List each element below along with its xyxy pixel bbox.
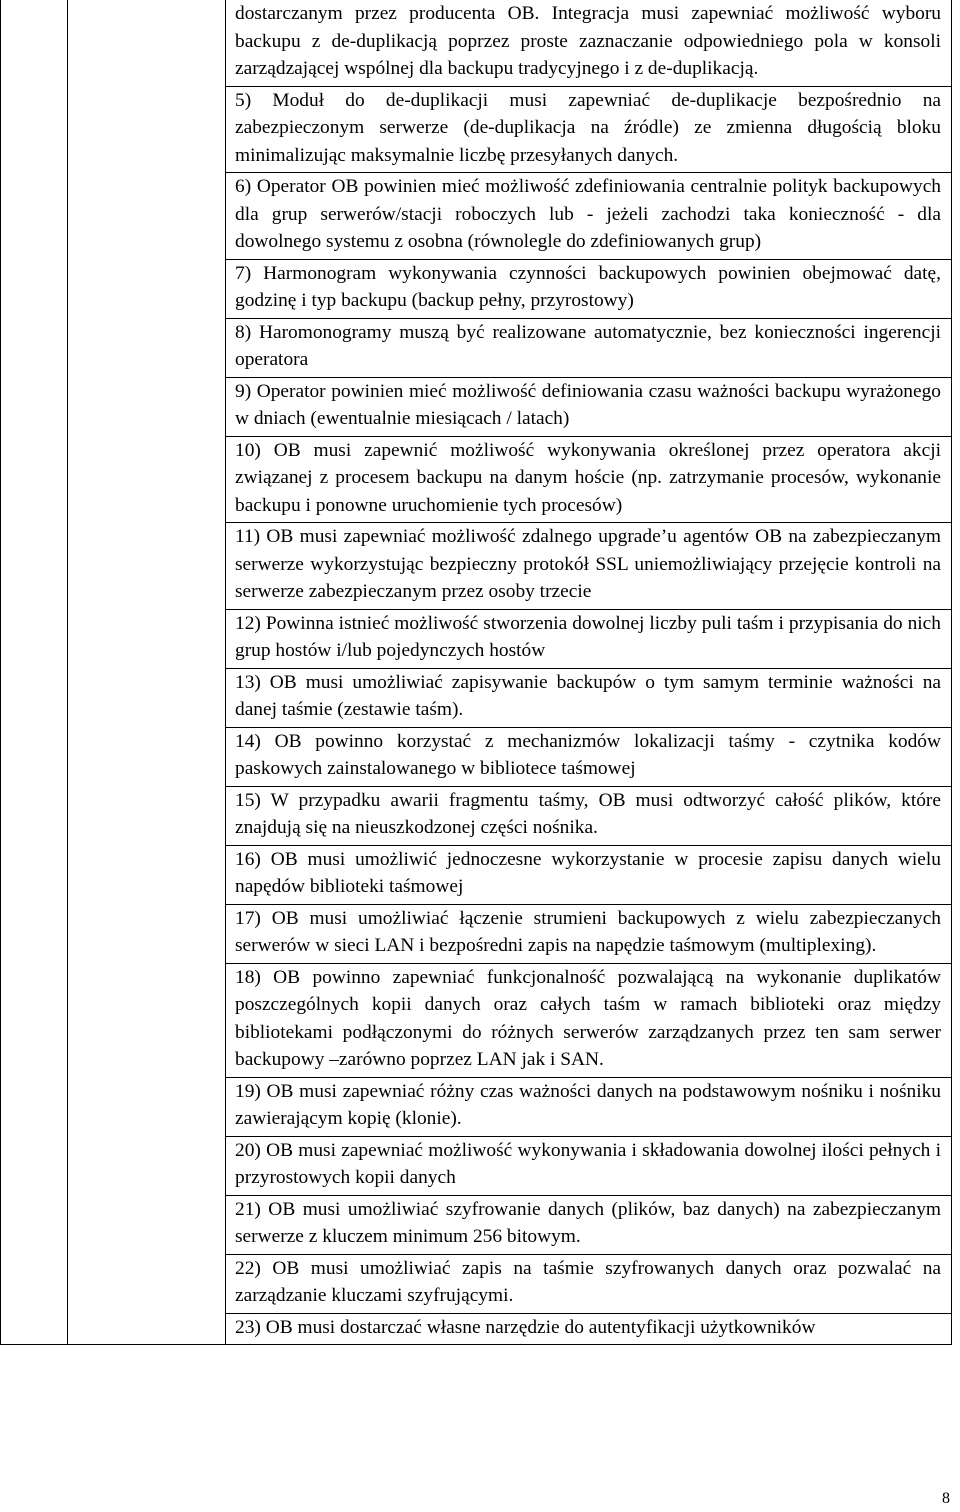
page-number: 8 (942, 1490, 950, 1507)
requirement-item: 21) OB musi umożliwiać szyfrowanie danych (plików, baz danych) na zabezpieczanym serwerze z kluczem minimum 256 bitowym. (226, 1196, 951, 1255)
requirement-item: 6) Operator OB powinien mieć możliwość zdefiniowania centralnie polityk backupowych dla grup serwerów/stacji roboczych lub - jeżeli zachodzi taka konieczność - dla dowolnego systemu z osobna (równolegle do zdefiniowanych grup) (226, 173, 951, 260)
requirement-item: 5) Moduł do de-duplikacji musi zapewniać de-duplikacje bezpośrednio na zabezpieczonym serwerze (de-duplikacja na źródle) ze zmienna długością bloku minimalizując maksymalnie liczbę przesyłanych danych. (226, 87, 951, 174)
requirement-item: 15) W przypadku awarii fragmentu taśmy, OB musi odtworzyć całość plików, które znajdują się na nieuszkodzonej części nośnika. (226, 787, 951, 846)
requirement-item: 9) Operator powinien mieć możliwość definiowania czasu ważności backupu wyrażonego w dniach (ewentualnie miesiącach / latach) (226, 378, 951, 437)
requirement-item: 13) OB musi umożliwiać zapisywanie backupów o tym samym terminie ważności na danej taśmie (zestawie taśm). (226, 669, 951, 728)
requirement-item: 10) OB musi zapewnić możliwość wykonywania określonej przez operatora akcji związanej z procesem backupu na danym hoście (np. zatrzymanie procesów, wykonanie backupu i ponowne uruchomienie tych procesów) (226, 437, 951, 524)
requirement-item: 11) OB musi zapewniać możliwość zdalnego upgrade’u agentów OB na zabezpieczanym serwerze wykorzystując bezpieczny protokół SSL uniemożliwiający przejęcie kontroli na serwerze zabezpieczanym przez osoby trzecie (226, 523, 951, 610)
requirement-item: 16) OB musi umożliwić jednoczesne wykorzystanie w procesie zapisu danych wielu napędów biblioteki taśmowej (226, 846, 951, 905)
requirement-item: 19) OB musi zapewniać różny czas ważności danych na podstawowym nośniku i nośniku zawierającym kopię (klonie). (226, 1078, 951, 1137)
requirement-item: 22) OB musi umożliwiać zapis na taśmie szyfrowanych danych oraz pozwalać na zarządzanie kluczami szyfrującymi. (226, 1255, 951, 1314)
requirement-item: 18) OB powinno zapewniać funkcjonalność pozwalającą na wykonanie duplikatów poszczególnych kopii danych oraz całych taśm w ramach biblioteki oraz między bibliotekami podłączonymi do różnych serwerów zarządzanych przez ten sam serwer backupowy –zarówno poprzez LAN jak i SAN. (226, 964, 951, 1078)
requirement-item: 7) Harmonogram wykonywania czynności backupowych powinien obejmować datę, godzinę i typ backupu (backup pełny, przyrostowy) (226, 260, 951, 319)
intro-paragraph: dostarczanym przez producenta OB. Integracja musi zapewniać możliwość wyboru backupu z de-duplikacją poprzez proste zaznaczanie odpowiedniego pola w konsoli zarządzającej wspólnej dla backupu tradycyjnego i z de-duplikacją. (226, 0, 951, 87)
requirement-item: 14) OB powinno korzystać z mechanizmów lokalizacji taśmy - czytnika kodów paskowych zainstalowanego w bibliotece taśmowej (226, 728, 951, 787)
description-column (226, 0, 951, 1344)
requirement-item: 12) Powinna istnieć możliwość stworzenia dowolnej liczby puli taśm i przypisania do nich grup hostów i/lub pojedynczych hostów (226, 610, 951, 669)
requirement-item: 20) OB musi zapewniać możliwość wykonywania i składowania dowolnej ilości pełnych i przyrostowych kopii danych (226, 1137, 951, 1196)
label-column (67, 0, 226, 1344)
requirement-item: 8) Haromonogramy muszą być realizowane automatycznie, bez konieczności ingerencji operatora (226, 319, 951, 378)
requirement-item: 23) OB musi dostarczać własne narzędzie do autentyfikacji użytkowników (235, 1316, 816, 1338)
requirement-item: 17) OB musi umożliwiać łączenie strumieni backupowych z wielu zabezpieczanych serwerów w sieci LAN i bezpośredni zapis na napędzie taśmowym (multiplexing). (226, 905, 951, 964)
number-column (1, 0, 68, 1344)
